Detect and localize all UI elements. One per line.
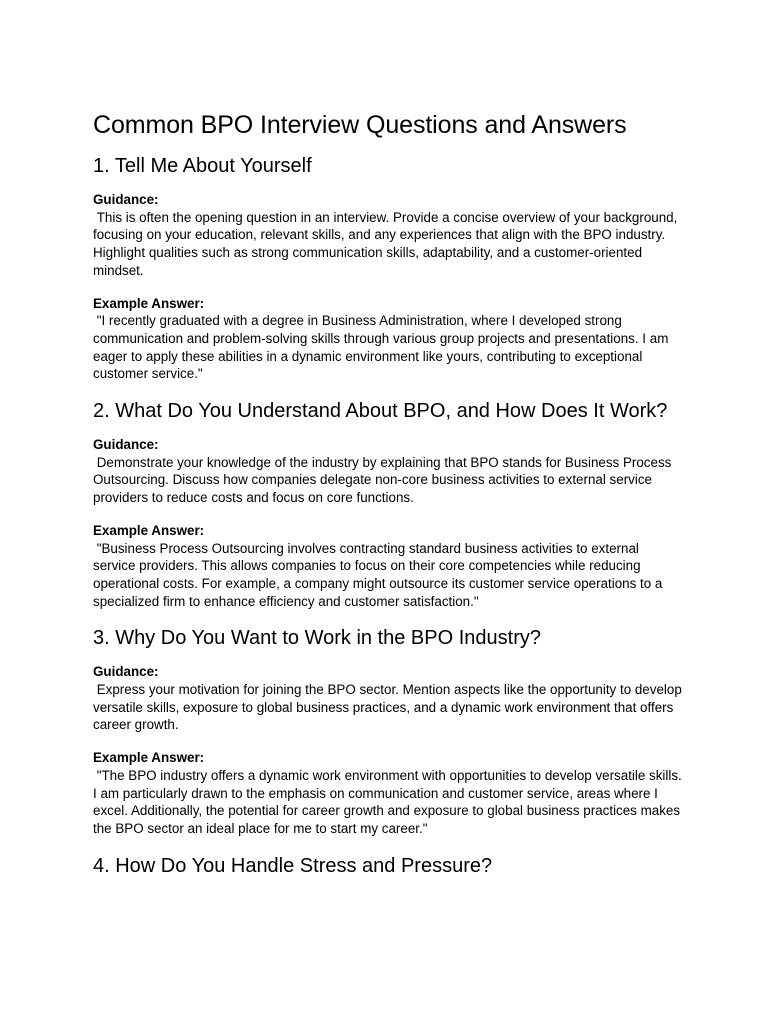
- example-answer-text: "The BPO industry offers a dynamic work environment with opportunities to develop versatile skills. I am particularly drawn to the emphasis on communication and customer service, areas where I excel. Additionally, the potential for career growth and exposure to global business practices makes the BPO sector an ideal place for me to start my career.": [93, 767, 686, 836]
- example-answer-label: Example Answer:: [93, 522, 205, 538]
- question-section-1: [93, 153, 683, 383]
- guidance-label: Guidance:: [93, 664, 159, 680]
- question-section-2: [93, 398, 683, 610]
- example-answer-text: "Business Process Outsourcing involves contracting standard business activities to external service providers. This allows companies to focus on their core competencies while reducing operational costs. For example, a company might outsource its customer service operations to a specialized firm to enhance efficiency and customer satisfaction.": [93, 540, 667, 609]
- example-answer-label: Example Answer:: [93, 295, 205, 311]
- question-heading: 1. Tell Me About Yourself: [93, 155, 312, 177]
- question-heading: 4. How Do You Handle Stress and Pressure?: [93, 854, 493, 877]
- document-title: Common BPO Interview Questions and Answers: [93, 111, 627, 139]
- document-page: [93, 107, 686, 893]
- question-heading: 3. Why Do You Want to Work in the BPO Industry?: [93, 627, 541, 650]
- guidance-text: This is often the opening question in an interview. Provide a concise overview of your background, focusing on your education, relevant skills, and any experiences that align with the BPO industry. Highlight qualities such as strong communication skills, adaptability, and a customer-oriented mindset.: [93, 209, 682, 278]
- guidance-label: Guidance:: [93, 437, 159, 453]
- guidance-text: Demonstrate your knowledge of the industry by explaining that BPO stands for Business Process Outsourcing. Discuss how companies delegate non-core business activities to external service providers to reduce costs and focus on core functions.: [93, 454, 676, 506]
- example-answer-label: Example Answer:: [93, 750, 205, 766]
- question-section-4: [93, 853, 683, 879]
- guidance-text: Express your motivation for joining the BPO sector. Mention aspects like the opportunity to develop versatile skills, exposure to global business practices, and a dynamic work environment that offers career growth.: [93, 682, 686, 733]
- guidance-label: Guidance:: [93, 192, 159, 207]
- question-section-3: [93, 625, 686, 837]
- question-heading: 2. What Do You Understand About BPO, and How Does It Work?: [93, 400, 668, 423]
- example-answer-text: "I recently graduated with a degree in Business Administration, where I developed strong communication and problem-solving skills through various group projects and presentations. I am eager to apply these abilities in a dynamic environment like yours, contributing to exceptional customer service.": [93, 313, 673, 382]
